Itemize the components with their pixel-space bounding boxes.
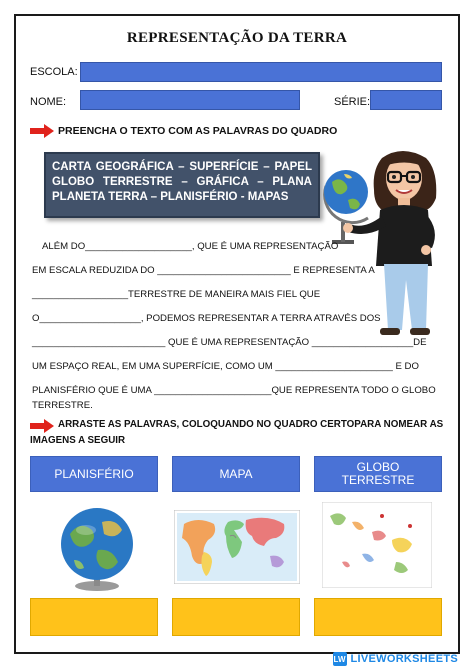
page-title: REPRESENTAÇÃO DA TERRA bbox=[126, 30, 348, 46]
word-bank-line: GLOBO TERRESTRE – GRÁFICA – PLANA bbox=[52, 176, 312, 188]
text-line: _________________________ QUE É UMA REPRESENTAÇÃO ___________________DE bbox=[32, 337, 427, 348]
text-line: UM ESPAÇO REAL, EM UMA SUPERFÍCIE, COMO UM ______________________ E DO bbox=[32, 361, 419, 372]
red-right-arrow-icon bbox=[30, 124, 54, 138]
drop-zone-country-map[interactable] bbox=[314, 598, 442, 636]
tile-globo-terrestre[interactable]: GLOBO TERRESTRE bbox=[314, 456, 442, 492]
grade-field[interactable] bbox=[370, 90, 442, 110]
worksheet-page bbox=[14, 14, 460, 654]
text-line: PLANISFÉRIO QUE É UMA ______________________QUE REPRESENTA TODO O GLOBO bbox=[32, 385, 436, 396]
world-map-icon bbox=[174, 510, 300, 584]
drag-instruction: ARRASTE AS PALAVRAS, COLOQUANDO NO QUADRO CERTOPARA NOMEAR AS bbox=[58, 419, 444, 430]
text-line: EM ESCALA REDUZIDA DO _________________________ E REPRESENTA A bbox=[32, 265, 375, 276]
word-bank-line: CARTA GEOGRÁFICA – SUPERFÍCIE – PAPEL bbox=[52, 161, 312, 173]
word-bank-line: PLANETA TERRA – PLANISFÉRIO - MAPAS bbox=[52, 191, 289, 203]
red-right-arrow-icon bbox=[30, 419, 54, 433]
drag-instruction: IMAGENS A SEGUIR bbox=[30, 435, 126, 446]
name-field[interactable] bbox=[80, 90, 300, 110]
liveworksheets-brand: LIVEWORKSHEETS bbox=[350, 653, 458, 665]
text-line: __________________TERRESTRE DE MANEIRA MAIS FIEL QUE bbox=[32, 289, 321, 300]
liveworksheets-badge-icon: LW bbox=[333, 652, 347, 666]
text-line: TERRESTRE. bbox=[32, 400, 93, 411]
word-bank bbox=[44, 152, 320, 218]
liveworksheets-logo bbox=[333, 652, 459, 666]
drop-zone-globe[interactable] bbox=[30, 598, 158, 636]
globe-icon bbox=[52, 504, 142, 592]
school-label: ESCOLA: bbox=[30, 66, 78, 78]
teacher-avatar-icon bbox=[322, 140, 452, 340]
text-line: ALÉM DO____________________, QUE É UMA REPRESENTAÇÃO bbox=[42, 241, 339, 252]
tile-planisferio[interactable]: PLANISFÉRIO bbox=[30, 456, 158, 492]
country-map-icon bbox=[322, 502, 432, 588]
fill-text-instruction: PREENCHA O TEXTO COM AS PALAVRAS DO QUADRO bbox=[58, 125, 338, 137]
tile-mapa[interactable]: MAPA bbox=[172, 456, 300, 492]
grade-label: SÉRIE: bbox=[334, 96, 371, 108]
text-line: O___________________, PODEMOS REPRESENTAR A TERRA ATRAVÉS DOS bbox=[32, 313, 381, 324]
drop-zone-world-map[interactable] bbox=[172, 598, 300, 636]
school-field[interactable] bbox=[80, 62, 442, 82]
name-label: NOME: bbox=[30, 96, 67, 108]
